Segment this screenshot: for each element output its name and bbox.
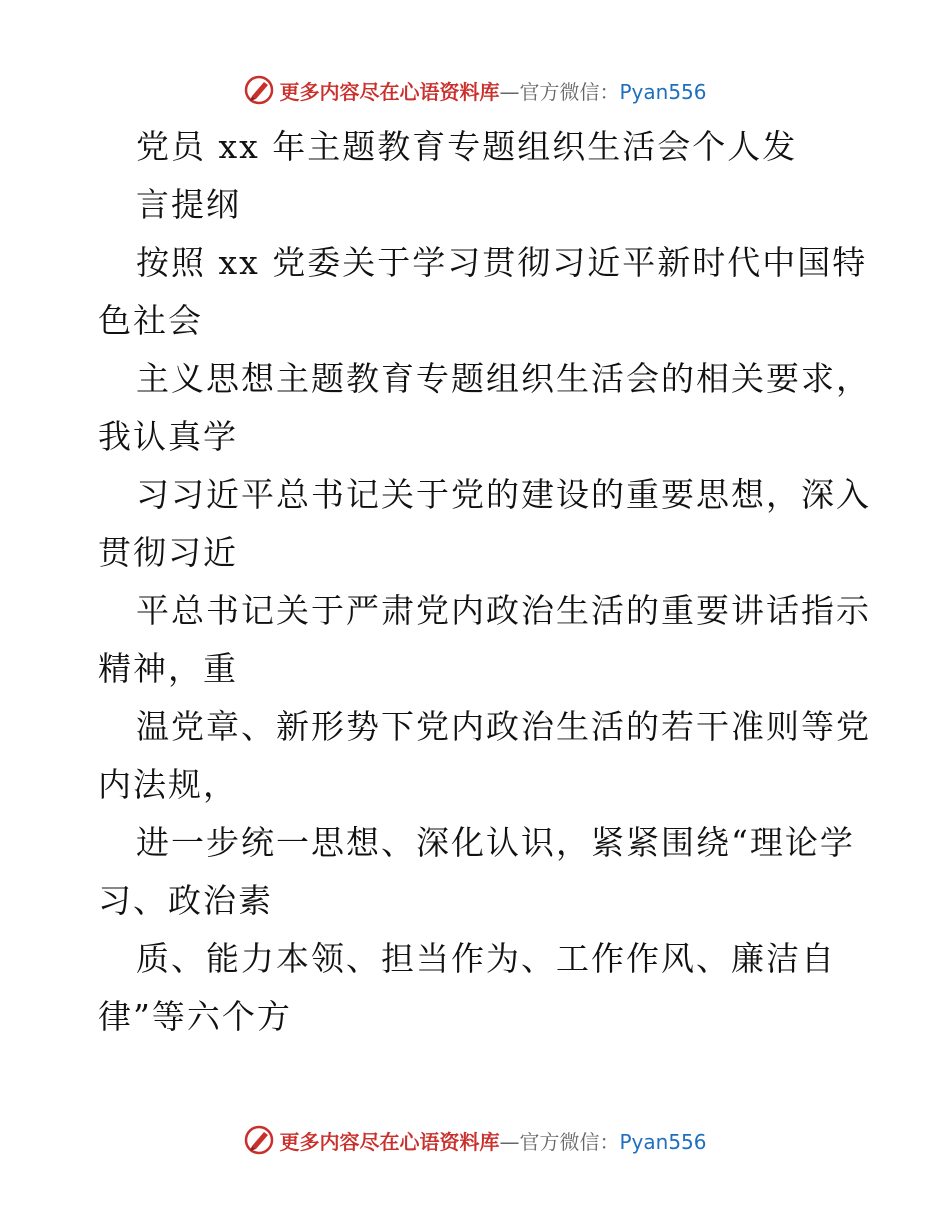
pen-logo-icon	[243, 74, 275, 106]
watermark-id: Pyan556	[619, 79, 707, 104]
watermark-id: Pyan556	[619, 1129, 707, 1154]
text-line: 言提纲	[136, 185, 241, 224]
text-line: 习习近平总书记关于党的建设的重要思想，深入	[136, 475, 871, 514]
text-line: 按照 xx 党委关于学习贯彻习近平新时代中国特	[136, 243, 868, 282]
watermark-text	[279, 76, 706, 105]
watermark-dash: —	[499, 1129, 520, 1154]
text-line: 质、能力本领、担当作为、工作作风、廉洁自	[136, 939, 836, 978]
header-watermark	[0, 70, 950, 110]
text-line: 党员 xx 年主题教育专题组织生活会个人发	[136, 127, 798, 166]
watermark-main: 更多内容尽在心语资料库	[279, 79, 500, 104]
text-line: 平总书记关于严肃党内政治生活的重要讲话指示	[136, 591, 871, 630]
text-line: 温党章、新形势下党内政治生活的若干准则等党	[136, 707, 871, 746]
text-line: 进一步统一思想、深化认识，紧紧围绕“理论学	[136, 823, 855, 862]
text-line: 主义思想主题教育专题组织生活会的相关要求，	[136, 359, 871, 398]
watermark-label: 官方微信：	[519, 79, 620, 104]
watermark-dash: —	[499, 79, 520, 104]
watermark-main: 更多内容尽在心语资料库	[279, 1129, 500, 1154]
pen-logo-icon	[243, 1124, 275, 1156]
text-line: 习、政治素	[98, 881, 273, 920]
text-line: 我认真学	[98, 417, 238, 456]
document-body	[98, 118, 871, 1046]
text-line: 色社会	[98, 301, 203, 340]
text-line: 律”等六个方	[98, 997, 292, 1036]
text-line: 内法规，	[98, 765, 238, 804]
watermark-text	[279, 1126, 706, 1155]
text-line: 精神，重	[98, 649, 238, 688]
watermark-label: 官方微信：	[519, 1129, 620, 1154]
text-line: 贯彻习近	[98, 533, 238, 572]
footer-watermark	[0, 1120, 950, 1160]
